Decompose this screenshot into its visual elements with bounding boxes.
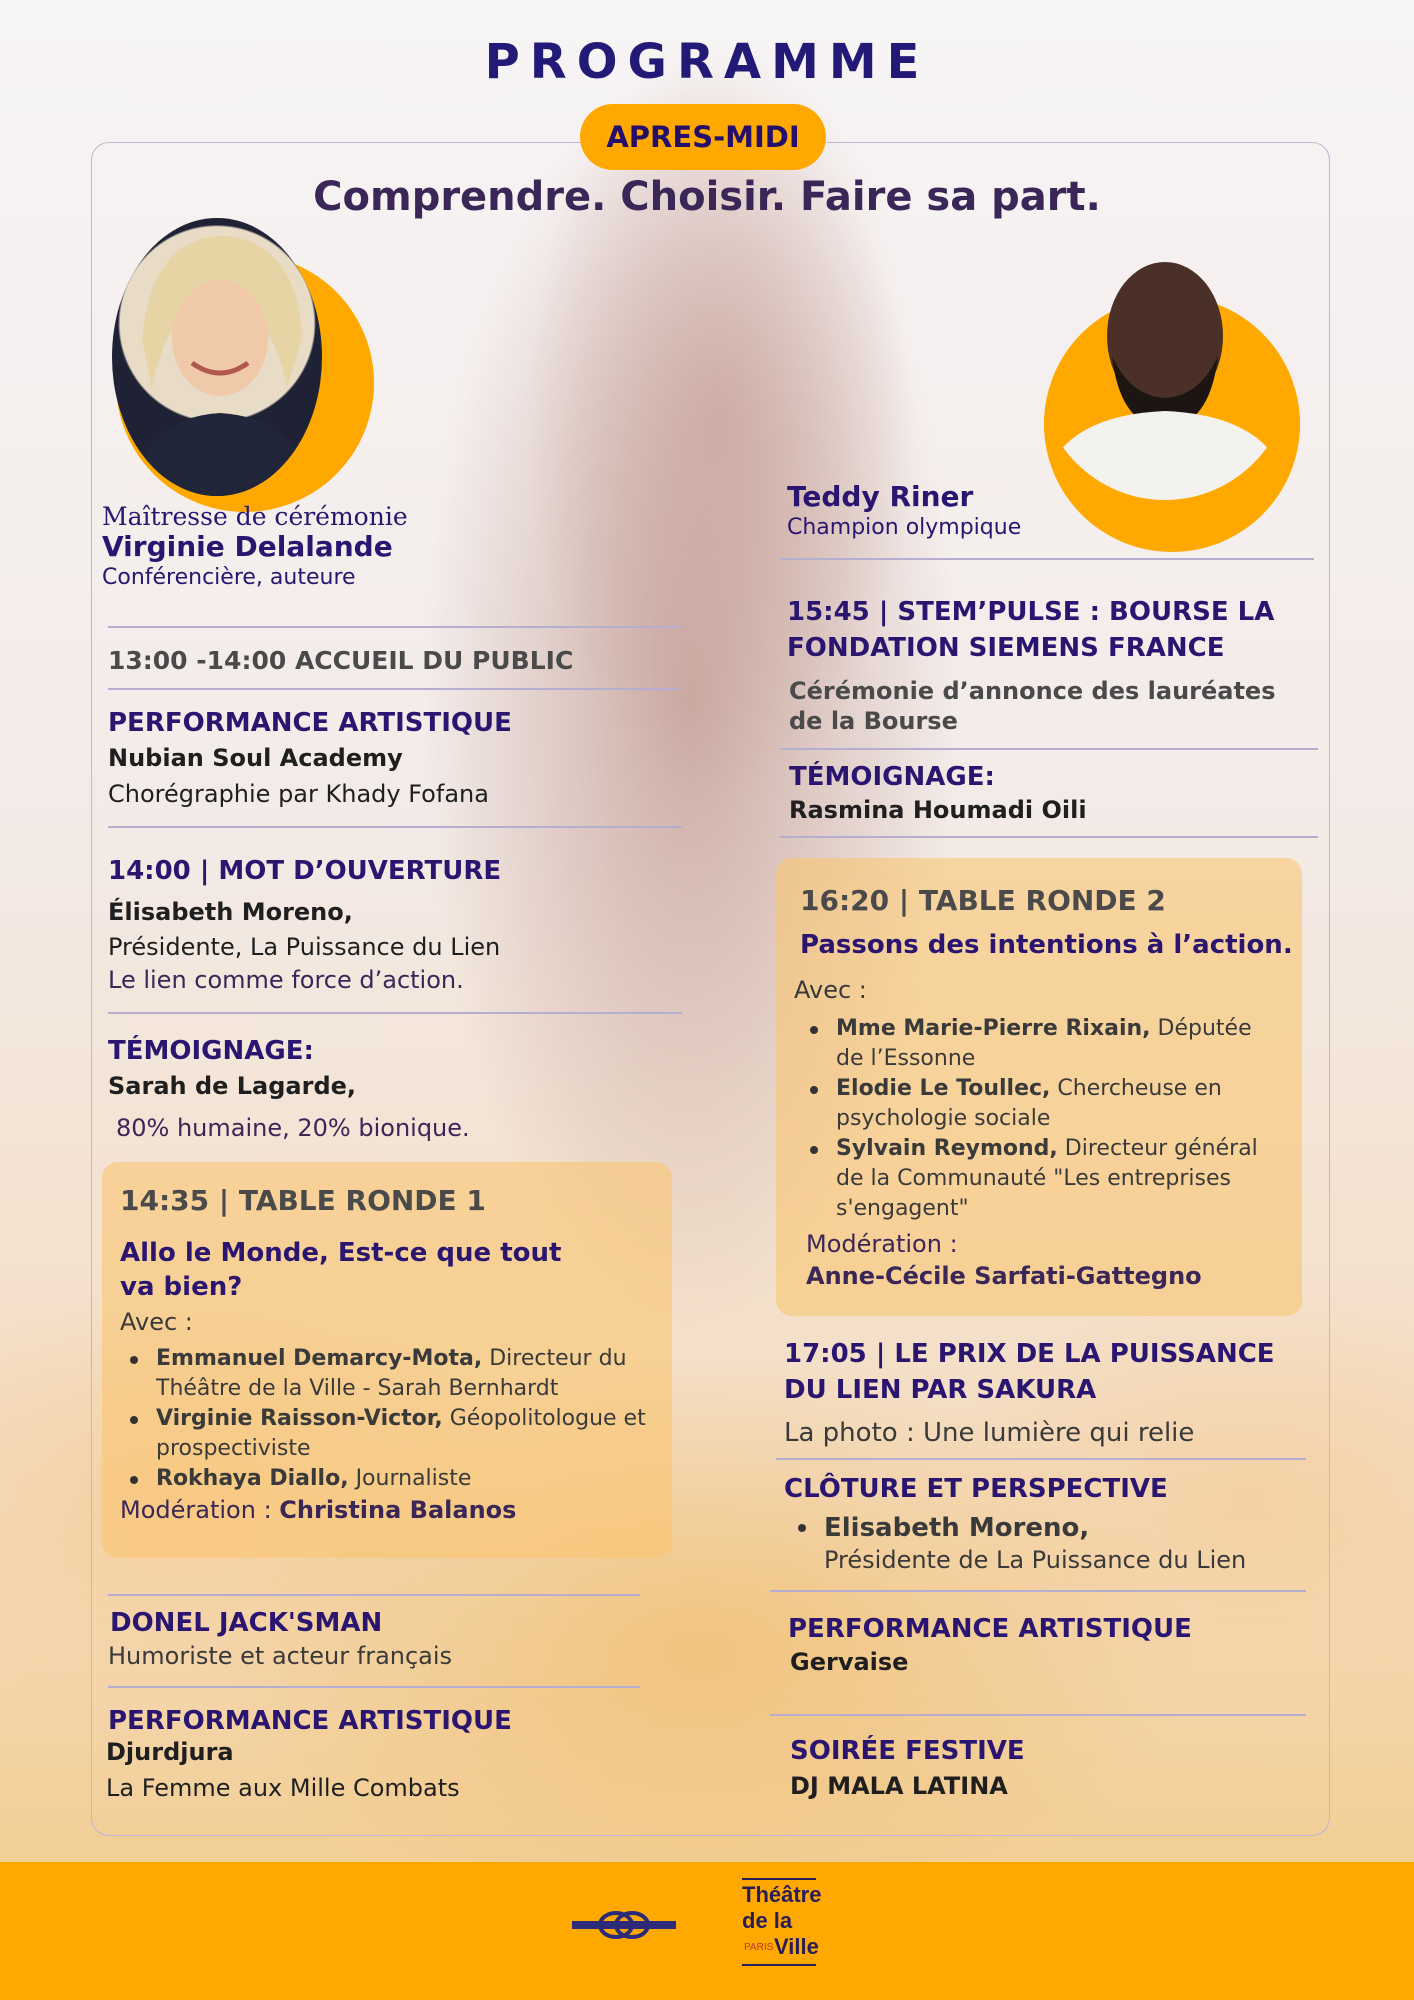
table-ronde-1-card	[102, 1162, 672, 1558]
guest-name: Teddy Riner	[787, 480, 974, 513]
speaker-role: Présidente de La Puissance du Lien	[824, 1546, 1247, 1574]
page-title: PROGRAMME	[484, 34, 930, 90]
right-temoignage-name: Rasmina Houmadi Oili	[789, 796, 1087, 824]
table2-speaker-1	[802, 1014, 1282, 1074]
guest-subtitle: Champion olympique	[787, 515, 1022, 540]
perf3-title: PERFORMANCE ARTISTIQUE	[788, 1614, 1192, 1644]
speaker-name: Mme Marie-Pierre Rixain,	[836, 1016, 1151, 1041]
divider	[108, 1012, 682, 1014]
perf1-name: Nubian Soul Academy	[108, 744, 403, 772]
table1-time: 14:35 | TABLE RONDE 1	[120, 1184, 486, 1217]
speaker-name: Virginie Raisson-Victor,	[156, 1406, 443, 1431]
guest-avatar-icon	[1040, 236, 1290, 500]
speaker-role: Journaliste	[348, 1466, 472, 1491]
ouverture-role: Présidente, La Puissance du Lien	[108, 933, 501, 961]
cloture-list	[790, 1512, 1310, 1576]
perf2-desc: La Femme aux Mille Combats	[106, 1774, 460, 1802]
prix-title: 17:05 | LE PRIX DE LA PUISSANCE DU LIEN PAR SAKURA	[784, 1339, 1275, 1405]
temoignage-desc: 80% humaine, 20% bionique.	[116, 1114, 470, 1142]
speaker-name: Elisabeth Moreno,	[824, 1513, 1090, 1543]
ouverture-name: Élisabeth Moreno,	[108, 898, 353, 926]
right-temoignage-title: TÉMOIGNAGE:	[789, 762, 995, 792]
logo-line-2: de la	[742, 1908, 793, 1933]
moderation-name: Christina Balanos	[279, 1496, 517, 1524]
prix-desc: La photo : Une lumière qui relie	[784, 1418, 1195, 1448]
perf2-name: Djurdjura	[106, 1738, 234, 1766]
donel-desc: Humoriste et acteur français	[108, 1642, 453, 1670]
table1-speaker-2	[122, 1404, 662, 1464]
perf2-title: PERFORMANCE ARTISTIQUE	[108, 1706, 512, 1736]
table1-speaker-3	[122, 1464, 662, 1494]
temoignage-title: TÉMOIGNAGE:	[108, 1036, 314, 1066]
table1-title: Allo le Monde, Est-ce que tout va bien?	[120, 1238, 562, 1302]
logo-line-1: Théâtre	[742, 1882, 822, 1907]
tagline: Comprendre. Choisir. Faire sa part.	[313, 174, 1101, 220]
footer-band	[0, 1862, 1414, 2000]
table2-speaker-3	[802, 1134, 1282, 1224]
divider	[108, 626, 682, 628]
divider	[770, 1714, 1306, 1716]
cloture-speaker	[790, 1512, 1310, 1576]
moderation-label: Modération :	[120, 1496, 280, 1524]
table2-time: 16:20 | TABLE RONDE 2	[800, 884, 1166, 917]
theatre-logo	[742, 1878, 822, 1988]
table2-speakers	[802, 1014, 1282, 1224]
speaker-role: Géopolitologue et prospectiviste	[156, 1406, 646, 1461]
speaker-name: Rokhaya Diallo,	[156, 1466, 349, 1491]
ouverture-title: 14:00 | MOT D’OUVERTURE	[108, 856, 502, 886]
host-name: Virginie Delalande	[102, 530, 393, 563]
divider	[770, 1590, 1306, 1592]
perf1-desc: Chorégraphie par Khady Fofana	[108, 780, 489, 808]
divider	[108, 1594, 640, 1596]
logo-rule-bottom	[742, 1964, 816, 1966]
session-badge: APRES-MIDI	[580, 104, 826, 170]
logo-line-3: Ville	[774, 1934, 819, 1959]
soiree-name: DJ MALA LATINA	[790, 1772, 1008, 1800]
host-portrait	[112, 218, 322, 496]
table1-speakers	[122, 1344, 662, 1494]
speaker-name: Sylvain Reymond,	[836, 1136, 1058, 1161]
logo-rule-top	[742, 1878, 816, 1880]
table2-avec: Avec :	[794, 976, 867, 1004]
guest-portrait	[1040, 236, 1290, 500]
stem-title: 15:45 | STEM’PULSE : BOURSE LA FONDATION SIEMENS FRANCE	[787, 597, 1275, 663]
soiree-title: SOIRÉE FESTIVE	[790, 1736, 1025, 1766]
table1-speaker-1	[122, 1344, 662, 1404]
divider	[108, 826, 682, 828]
table2-speaker-2	[802, 1074, 1282, 1134]
accueil-heading: 13:00 -14:00 ACCUEIL DU PUBLIC	[108, 646, 574, 675]
table2-moderation-label: Modération :	[806, 1230, 958, 1258]
speaker-role: Directeur général de la Communauté "Les entreprises s'engagent"	[836, 1136, 1258, 1221]
cloture-title: CLÔTURE ET PERSPECTIVE	[784, 1474, 1168, 1504]
divider	[780, 558, 1314, 560]
knot-logo-icon	[572, 1910, 676, 1940]
host-role: Maîtresse de cérémonie	[102, 502, 408, 531]
table1-moderation	[120, 1496, 516, 1524]
table2-title: Passons des intentions à l’action.	[800, 930, 1293, 960]
host-avatar-icon	[112, 218, 322, 496]
table1-avec: Avec :	[120, 1308, 193, 1336]
ouverture-desc: Le lien comme force d’action.	[108, 966, 464, 994]
speaker-role: Chercheuse en psychologie sociale	[836, 1076, 1222, 1131]
logo-city: PARIS	[744, 1942, 774, 1953]
speaker-role: Directeur du Théâtre de la Ville - Sarah Bernhardt	[156, 1346, 627, 1401]
divider	[108, 688, 682, 690]
speaker-name: Elodie Le Toullec,	[836, 1076, 1051, 1101]
divider	[776, 1458, 1306, 1460]
host-subtitle: Conférencière, auteure	[102, 565, 356, 590]
table2-moderation-name: Anne-Cécile Sarfati-Gattegno	[806, 1262, 1202, 1290]
stem-desc: Cérémonie d’annonce des lauréates de la Bourse	[789, 677, 1276, 735]
speaker-name: Emmanuel Demarcy-Mota,	[156, 1346, 483, 1371]
divider	[108, 1686, 640, 1688]
speaker-role: Députée de l’Essonne	[836, 1016, 1252, 1071]
divider	[780, 748, 1318, 750]
perf1-title: PERFORMANCE ARTISTIQUE	[108, 708, 512, 738]
donel-title: DONEL JACK'SMAN	[110, 1608, 383, 1638]
table-ronde-2-card	[776, 858, 1302, 1316]
temoignage-name: Sarah de Lagarde,	[108, 1072, 357, 1100]
perf3-name: Gervaise	[790, 1648, 909, 1676]
divider	[780, 836, 1318, 838]
